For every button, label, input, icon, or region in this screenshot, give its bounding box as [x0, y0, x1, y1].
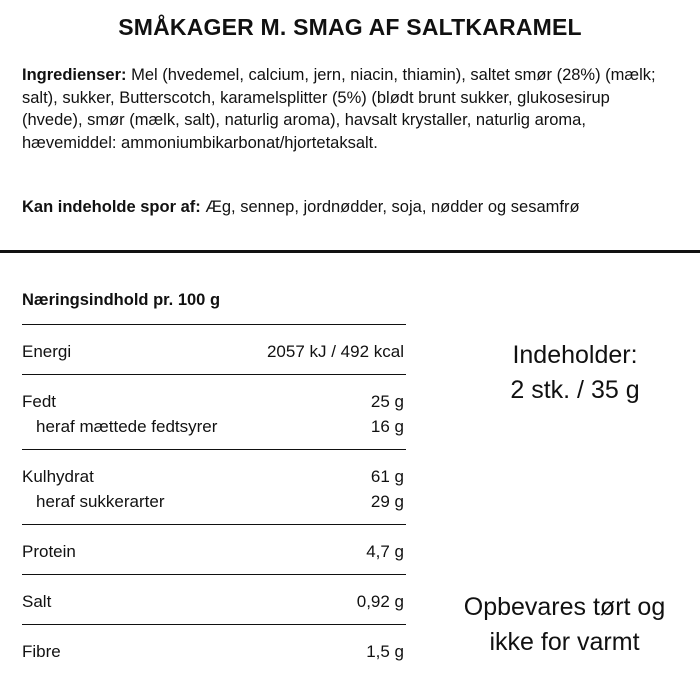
row-value: 25 g: [370, 392, 404, 411]
row-value: 29 g: [370, 492, 404, 511]
section-divider: [0, 250, 700, 253]
row-value: 0,92 g: [356, 592, 404, 611]
row-label: heraf mættede fedtsyrer: [36, 417, 218, 436]
contents-line2: 2 stk. / 35 g: [510, 376, 640, 404]
nutrition-group-fibre: [22, 625, 406, 674]
nutrition-heading: Næringsindhold pr. 100 g: [22, 291, 221, 309]
storage-note: [442, 590, 687, 660]
product-title: SMÅKAGER M. SMAG AF SALTKARAMEL: [118, 14, 582, 40]
row-label: Fibre: [22, 642, 61, 661]
row-label: Kulhydrat: [22, 467, 94, 486]
row-value: 2057 kJ / 492 kcal: [266, 342, 404, 361]
row-label: Protein: [22, 542, 76, 561]
table-row: [22, 489, 406, 514]
nutrition-group-carbs: [22, 450, 406, 524]
ingredients-text: Mel (hvedemel, calcium, jern, niacin, thiamin), saltet smør (28%) (mælk; salt), sukker, Butterscotch, karamelsplitter (5%) (blødt brunt sukker, glukosesirup (hvede), smør (mælk, salt), naturlig aroma), havsalt krystaller, naturlig aroma, hævemiddel: ammoniumbikarbonat/hjortetaksalt.: [22, 66, 656, 152]
ingredients-block: [22, 64, 672, 154]
row-label: heraf sukkerarter: [36, 492, 165, 511]
allergens-text: Æg, sennep, jordnødder, soja, nødder og sesamfrø: [200, 198, 580, 216]
row-value: 16 g: [370, 417, 404, 436]
nutrition-group-energy: [22, 325, 406, 374]
nutrition-group-protein: [22, 525, 406, 574]
table-row: [22, 464, 406, 489]
nutrition-table: [22, 288, 406, 674]
table-row: [22, 389, 406, 414]
contents-note: [470, 338, 680, 408]
row-value: 1,5 g: [366, 642, 404, 661]
nutrition-group-salt: [22, 575, 406, 624]
row-value: 61 g: [370, 467, 404, 486]
ingredients-label: Ingredienser:: [22, 66, 127, 84]
row-label: Fedt: [22, 392, 57, 411]
table-row: [22, 589, 406, 614]
row-label: Salt: [22, 592, 52, 611]
allergens-label: Kan indeholde spor af:: [22, 198, 201, 216]
row-value: 4,7 g: [366, 542, 404, 561]
table-row: [22, 414, 406, 439]
allergens-block: [22, 196, 672, 218]
row-label: Energi: [22, 342, 72, 361]
storage-line2: ikke for varmt: [489, 628, 640, 656]
table-row: [22, 539, 406, 564]
table-row: [22, 639, 406, 664]
contents-line1: Indeholder:: [512, 341, 638, 369]
nutrition-group-fat: [22, 375, 406, 449]
table-row: [22, 339, 406, 364]
storage-line1: Opbevares tørt og: [463, 593, 666, 621]
